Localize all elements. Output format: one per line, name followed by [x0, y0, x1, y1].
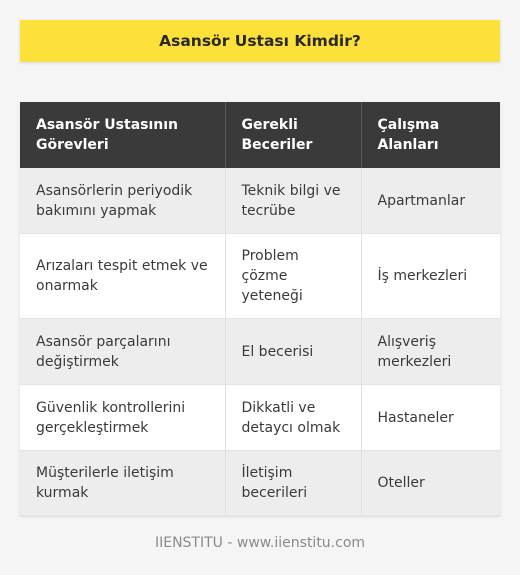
table-header-row	[20, 102, 500, 168]
table-cell: Alışveriş merkezleri	[361, 319, 500, 385]
table-cell: Hastaneler	[361, 385, 500, 451]
table-cell: El becerisi	[225, 319, 361, 385]
page-title: Asansör Ustası Kimdir?	[159, 32, 361, 50]
table-cell: Dikkatli ve detaycı olmak	[225, 385, 361, 451]
table-row	[20, 168, 500, 234]
table-row	[20, 319, 500, 385]
table-cell: Asansörlerin periyodik bakımını yapmak	[20, 168, 225, 234]
column-header-duties: Asansör Ustasının Görevleri	[20, 102, 225, 168]
footer-credit: IIENSTITU - www.iienstitu.com	[154, 535, 366, 551]
table-row	[20, 451, 500, 516]
column-header-work-areas: Çalışma Alanları	[361, 102, 500, 168]
table-cell: İletişim becerileri	[225, 451, 361, 516]
table-row	[20, 234, 500, 319]
table-cell: Asansör parçalarını değiştirmek	[20, 319, 225, 385]
table-cell: Teknik bilgi ve tecrübe	[225, 168, 361, 234]
table-cell: Oteller	[361, 451, 500, 516]
table-cell: Güvenlik kontrollerini gerçekleştirmek	[20, 385, 225, 451]
column-header-skills: Gerekli Beceriler	[225, 102, 361, 168]
table-row	[20, 385, 500, 451]
table-cell: Problem çözme yeteneği	[225, 234, 361, 319]
table-cell: Apartmanlar	[361, 168, 500, 234]
title-banner	[20, 20, 500, 62]
table-cell: İş merkezleri	[361, 234, 500, 319]
info-table	[20, 102, 500, 516]
table-cell: Arızaları tespit etmek ve onarmak	[20, 234, 225, 319]
table-cell: Müşterilerle iletişim kurmak	[20, 451, 225, 516]
